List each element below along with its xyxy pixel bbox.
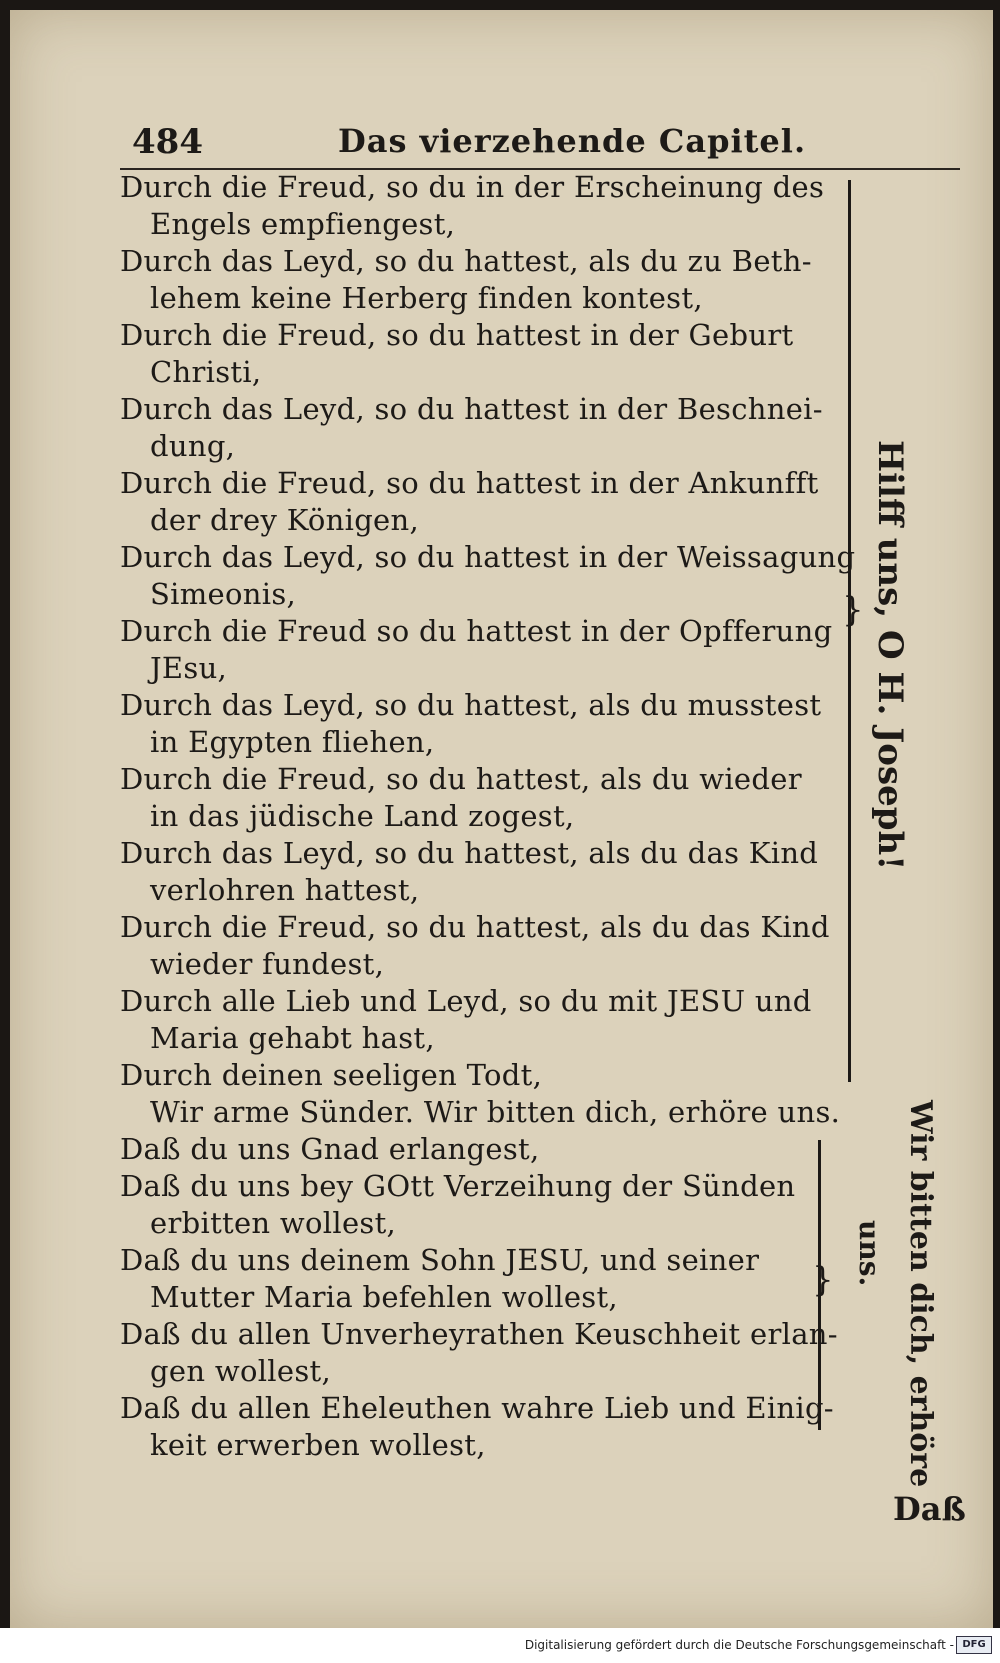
text-line: Durch das Leyd, so du hattest, als du das Kind <box>120 836 819 870</box>
text-line: Durch alle Lieb und Leyd, so du mit JESU und <box>120 984 812 1018</box>
text-line: Durch das Leyd, so du hattest, als du zu Beth- <box>120 244 812 278</box>
text-line: verlohren hattest, <box>150 873 420 907</box>
text-line: dung, <box>150 429 236 463</box>
catchword: Daß <box>893 1490 966 1528</box>
text-line: gen wollest, <box>150 1354 331 1388</box>
running-title: Das vierzehende Capitel. <box>338 122 807 160</box>
text-line: in das jüdische Land zogest, <box>150 799 575 833</box>
footer <box>0 1628 1000 1663</box>
text-line: lehem keine Herberg finden kontest, <box>150 281 703 315</box>
text-line: Durch die Freud so du hattest in der Opfferung <box>120 614 833 648</box>
text-line: Durch die Freud, so du hattest in der Geburt <box>120 318 794 352</box>
text-line: JEsu, <box>150 651 228 685</box>
side-note-second: Wir bitten dich, erhöre <box>903 1100 938 1488</box>
brace-mark: } <box>842 590 864 630</box>
text-line: wieder fundest, <box>150 947 385 981</box>
text-line: in Egypten fliehen, <box>150 725 435 759</box>
text-line: Durch das Leyd, so du hattest in der Beschnei- <box>120 392 823 426</box>
text-line: der drey Königen, <box>150 503 420 537</box>
right-bracket-first <box>848 180 851 1082</box>
text-line: Engels empfiengest, <box>150 207 456 241</box>
text-line: Durch die Freud, so du in der Erscheinung des <box>120 170 825 204</box>
brace-mark: } <box>812 1260 834 1300</box>
footer-credit: Digitalisierung gefördert durch die Deutsche Forschungsgemeinschaft - <box>524 1638 954 1652</box>
text-line: Daß du uns deinem Sohn JESU, und seiner <box>120 1243 760 1277</box>
text-line: Durch deinen seeligen Todt, <box>120 1058 543 1092</box>
text-line: Mutter Maria befehlen wollest, <box>150 1280 618 1314</box>
text-line: Daß du allen Eheleuthen wahre Lieb und Einig- <box>120 1391 834 1425</box>
book-page <box>10 10 993 1628</box>
text-line: Maria gehabt hast, <box>150 1021 435 1055</box>
text-line: erbitten wollest, <box>150 1206 397 1240</box>
text-line: Simeonis, <box>150 577 297 611</box>
side-note-first: Hilff uns, O H. Joseph! <box>870 440 910 871</box>
text-line: Durch das Leyd, so du hattest, als du musstest <box>120 688 822 722</box>
text-line: Daß du allen Unverheyrathen Keuschheit erlan- <box>120 1317 838 1351</box>
page-header <box>120 118 960 170</box>
dfg-logo: DFG <box>956 1636 992 1654</box>
text-line: Durch die Freud, so du hattest in der Ankunfft <box>120 466 819 500</box>
text-line: keit erwerben wollest, <box>150 1428 486 1462</box>
text-line: Daß du uns bey GOtt Verzeihung der Sünden <box>120 1169 796 1203</box>
text-line: Durch die Freud, so du hattest, als du das Kind <box>120 910 830 944</box>
text-line: Christi, <box>150 355 262 389</box>
side-note-second-b: uns. <box>853 1220 886 1287</box>
text-line: Durch das Leyd, so du hattest in der Weissagung <box>120 540 856 574</box>
text-line: Durch die Freud, so du hattest, als du wieder <box>120 762 802 796</box>
text-line: Daß du uns Gnad erlangest, <box>120 1132 540 1166</box>
page-number: 484 <box>132 122 203 162</box>
text-line: Wir arme Sünder. Wir bitten dich, erhöre uns. <box>150 1095 841 1129</box>
